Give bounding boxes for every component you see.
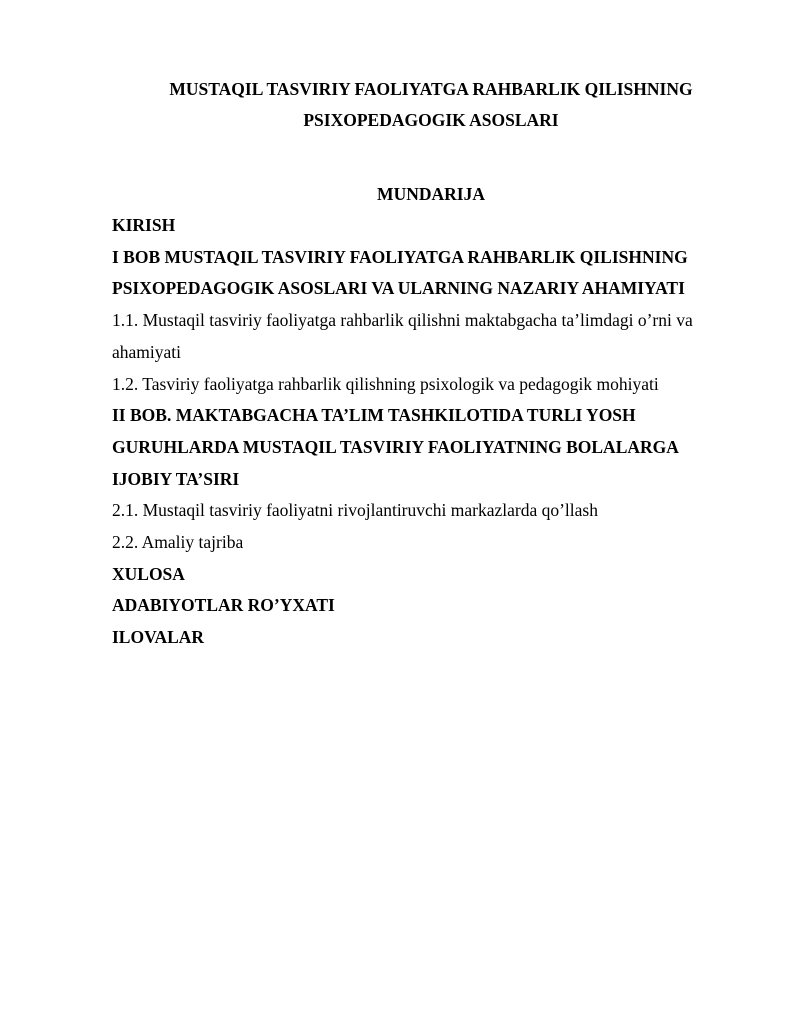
toc-item-section-1-1-line2: ahamiyati <box>112 341 182 362</box>
table-of-contents <box>112 210 720 654</box>
toc-item-conclusion: XULOSA <box>112 563 185 584</box>
toc-item-intro: KIRISH <box>112 215 176 235</box>
toc-item-chapter2-line1: II BOB. MAKTABGACHA TA’LIM TASHKILOTIDA TURLI YOSH <box>112 405 636 426</box>
toc-item-chapter1-line2: PSIXOPEDAGOGIK ASOSLARI VA ULARNING NAZARIY AHAMIYATI <box>112 278 685 299</box>
toc-item-chapter1-line1: I BOB MUSTAQIL TASVIRIY FAOLIYATGA RAHBARLIK QILISHNING <box>112 246 688 267</box>
toc-item-chapter2-line3: IJOBIY TA’SIRI <box>112 468 240 489</box>
document-title <box>112 74 720 136</box>
toc-item-section-1-1-line1: 1.1. Mustaqil tasviriy faoliyatga rahbarlik qilishni maktabgacha ta’limdagi o’rni va <box>112 310 693 331</box>
toc-item-section-2-1: 2.1. Mustaqil tasviriy faoliyatni rivojlantiruvchi markazlarda qo’llash <box>112 500 598 521</box>
toc-item-section-1-2: 1.2. Tasviriy faoliyatga rahbarlik qilishning psixologik va pedagogik mohiyati <box>112 373 659 394</box>
title-line-1: MUSTAQIL TASVIRIY FAOLIYATGA RAHBARLIK QILISHNING <box>169 79 693 99</box>
toc-heading: MUNDARIJA <box>377 184 485 204</box>
toc-item-appendices: ILOVALAR <box>112 627 205 648</box>
toc-item-references: ADABIYOTLAR RO’YXATI <box>112 595 335 616</box>
toc-item-section-2-2: 2.2. Amaliy tajriba <box>112 532 244 553</box>
toc-item-chapter2-line2: GURUHLARDA MUSTAQIL TASVIRIY FAOLIYATNING BOLALARGA <box>112 436 679 457</box>
title-line-2: PSIXOPEDAGOGIK ASOSLARI <box>303 110 559 130</box>
